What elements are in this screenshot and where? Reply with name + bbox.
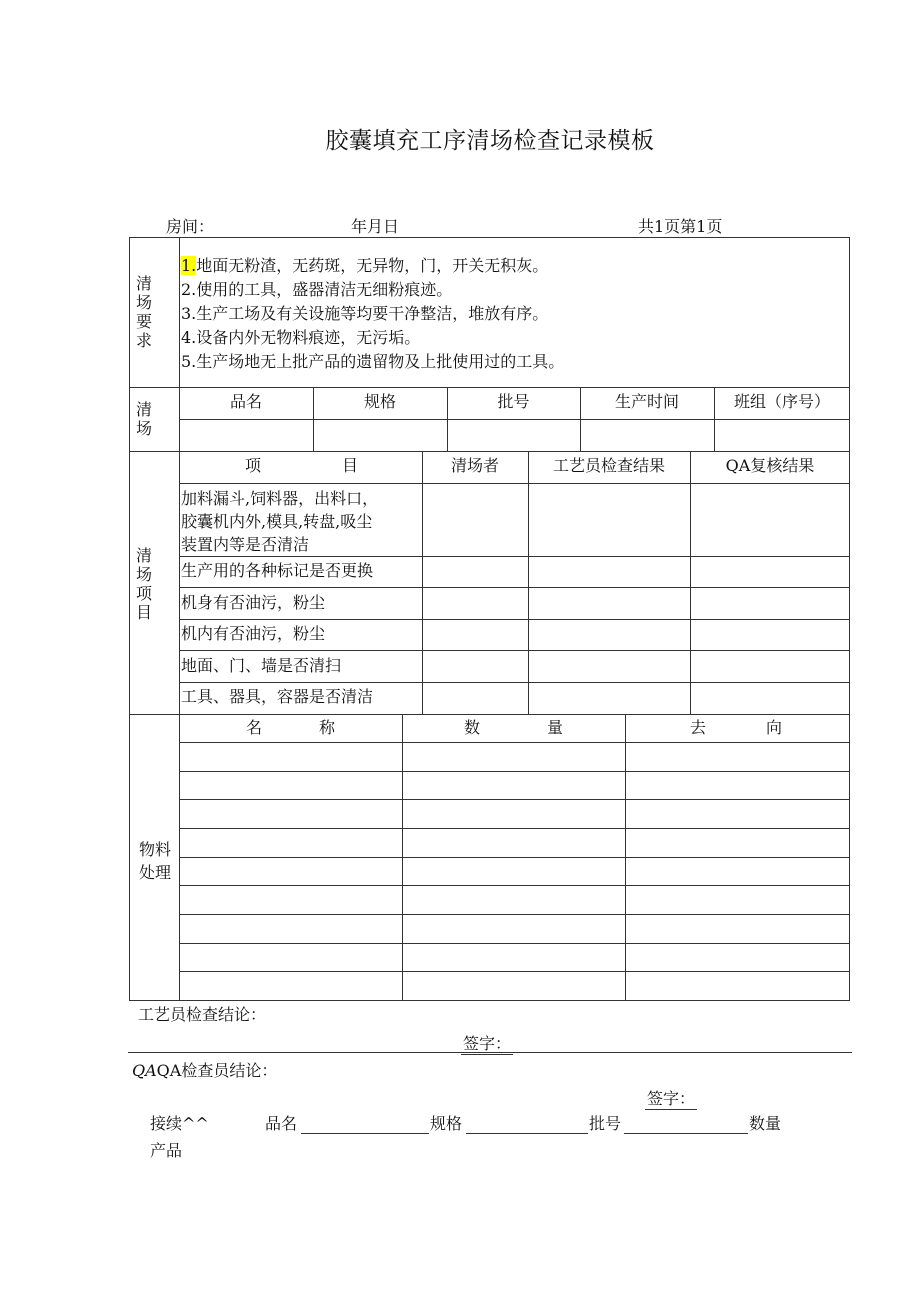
room-label: 房间： [166,217,215,236]
row-divider [179,885,850,886]
col-header-destination: 向 [766,718,783,737]
row-divider [179,587,850,588]
section-divider [129,387,850,388]
col-header-product: 品名 [229,392,262,411]
continue-label: 产品 [150,1141,183,1160]
check-item: 机内有否油污，粉尘 [181,624,326,643]
col-header-qa-result: QA复核结果 [725,456,815,475]
section-divider [129,451,850,452]
requirement-item: 1.地面无粉渣，无药斑，无异物，门，开关无积灰。 [181,256,549,275]
continue-col-batch: 批号 [589,1114,622,1133]
tech-signature-field[interactable]: 签字： [461,1031,513,1055]
col-header-quantity: 数 [464,718,481,737]
row-divider [179,650,850,651]
continue-underline [466,1133,588,1134]
row-divider [179,771,850,772]
col-header-item: 项 [245,456,262,475]
continue-col-product: 品名 [265,1114,298,1133]
col-header-name: 名 [246,718,263,737]
requirement-item: 2.使用的工具，盛器清洁无细粉痕迹。 [181,280,453,299]
requirement-item: 4.设备内外无物料痕迹，无污垢。 [181,328,421,347]
date-label: 年月日 [351,217,400,236]
product-cell[interactable] [180,420,313,450]
page-label: 共1页第1页 [638,217,723,236]
page-title: 胶囊填充工序清场检查记录模板 [325,128,655,154]
col-header-name: 称 [319,718,336,737]
col-header-item: 目 [342,456,359,475]
col-header-destination: 去 [690,718,707,737]
col-header-quantity: 量 [547,718,564,737]
row-divider [179,828,850,829]
check-item: 工具、器具，容器是否清洁 [181,687,374,706]
row-divider [179,914,850,915]
row-divider [179,943,850,944]
check-item: 加料漏斗,饲料器，出料口， 胶囊机内外,模具,转盘,吸尘 装置内等是否清洁 [181,489,379,554]
row-divider [179,556,850,557]
row-divider [179,619,850,620]
row-divider [179,857,850,858]
col-header-batch: 批号 [497,392,530,411]
qa-signature-field[interactable]: 签字： [645,1086,697,1110]
continue-col-quantity: 数量 [749,1114,782,1133]
row-divider [179,799,850,800]
col-header-time: 生产时间 [614,392,679,411]
team-cell[interactable] [715,420,849,450]
col-header-team: 班组（序号） [733,392,830,411]
continue-col-spec: 规格 [430,1114,463,1133]
check-item: 地面、门、墙是否清扫 [181,656,342,675]
col-divider [690,451,691,714]
section-divider [129,714,850,715]
spec-cell[interactable] [314,420,447,450]
qa-conclusion-label: QAQA检查员结论： [132,1061,278,1080]
items-section-label: 清 场 项 目 [135,546,152,622]
col-header-spec: 规格 [363,392,396,411]
col-header-tech-result: 工艺员检查结果 [552,456,665,475]
tech-conclusion-label: 工艺员检查结论： [138,1005,267,1024]
continue-label: 接续^^ [150,1114,209,1133]
continue-underline [301,1133,429,1134]
continue-underline [624,1133,748,1134]
row-divider [179,742,850,743]
col-divider [422,451,423,714]
row-divider [179,682,850,683]
divider-line [128,1052,852,1053]
requirement-item: 5.生产场地无上批产品的遗留物及上批使用过的工具。 [181,352,565,371]
col-divider [528,451,529,714]
check-item: 机身有否油污，粉尘 [181,593,326,612]
time-cell[interactable] [581,420,714,450]
row-divider [179,483,850,484]
materials-section-label: 物料 处理 [138,840,171,882]
row-divider [179,971,850,972]
check-item: 生产用的各种标记是否更换 [181,561,374,580]
requirement-item: 3.生产工场及有关设施等均要干净整洁，堆放有序。 [181,304,549,323]
batch-cell[interactable] [448,420,580,450]
requirements-section-label: 清 场 要 求 [135,274,152,350]
col-header-cleaner: 清场者 [450,456,499,475]
clearance-section-label: 清 场 [135,400,152,438]
